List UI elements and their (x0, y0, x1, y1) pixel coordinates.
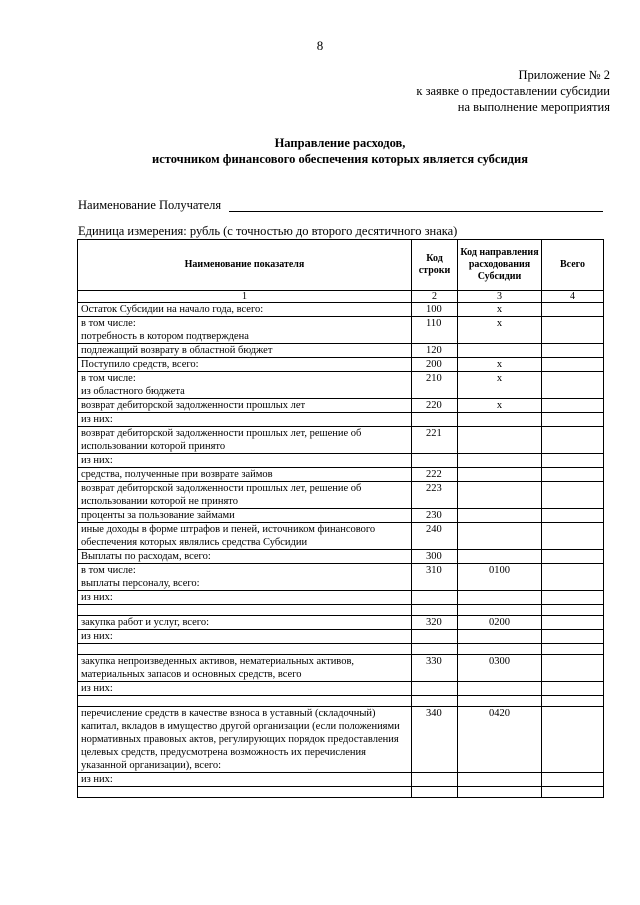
table-row (78, 696, 604, 707)
table-row (78, 605, 604, 616)
row-name-cell: закупка работ и услуг, всего: (78, 616, 412, 630)
row-code-cell: 100 (412, 303, 458, 317)
row-total-cell (542, 773, 604, 787)
table-row (78, 344, 604, 358)
row-total-cell (542, 317, 604, 344)
table-row (78, 550, 604, 564)
row-direction-cell (458, 787, 542, 798)
row-name-cell: возврат дебиторской задолженности прошлых лет, решение об использовании которой не принято (78, 482, 412, 509)
column-number: 3 (458, 291, 542, 303)
expense-table (77, 239, 604, 798)
row-direction-cell (458, 644, 542, 655)
appendix-line-3: на выполнение мероприятия (457, 100, 610, 114)
row-total-cell (542, 509, 604, 523)
row-direction-cell: 0200 (458, 616, 542, 630)
row-name-cell (78, 644, 412, 655)
table-row (78, 482, 604, 509)
row-total-cell (542, 550, 604, 564)
row-code-cell: 110 (412, 317, 458, 344)
row-direction-cell (458, 605, 542, 616)
table-body (78, 303, 604, 798)
table-row (78, 399, 604, 413)
column-number-row (78, 291, 604, 303)
table-row (78, 787, 604, 798)
row-total-cell (542, 372, 604, 399)
row-direction-cell: х (458, 372, 542, 399)
row-code-cell: 300 (412, 550, 458, 564)
row-name-cell: Выплаты по расходам, всего: (78, 550, 412, 564)
row-name-cell: из них: (78, 454, 412, 468)
row-code-cell: 330 (412, 655, 458, 682)
column-number: 1 (78, 291, 412, 303)
row-name-cell (78, 787, 412, 798)
table-row (78, 644, 604, 655)
row-total-cell (542, 682, 604, 696)
recipient-fill-line (229, 211, 603, 212)
row-direction-cell (458, 696, 542, 707)
row-code-cell: 200 (412, 358, 458, 372)
table-row (78, 707, 604, 773)
row-name-cell: в том числе: из областного бюджета (78, 372, 412, 399)
appendix-line-2: к заявке о предоставлении субсидии (416, 84, 610, 98)
row-code-cell (412, 454, 458, 468)
column-number: 4 (542, 291, 604, 303)
table-row (78, 773, 604, 787)
row-total-cell (542, 482, 604, 509)
row-code-cell: 221 (412, 427, 458, 454)
row-total-cell (542, 523, 604, 550)
row-total-cell (542, 303, 604, 317)
row-direction-cell: х (458, 358, 542, 372)
row-code-cell: 230 (412, 509, 458, 523)
row-code-cell (412, 413, 458, 427)
row-total-cell (542, 630, 604, 644)
row-total-cell (542, 454, 604, 468)
row-direction-cell: х (458, 399, 542, 413)
row-name-cell: возврат дебиторской задолженности прошлых лет, решение об использовании которой принято (78, 427, 412, 454)
row-direction-cell (458, 682, 542, 696)
row-name-cell: перечисление средств в качестве взноса в уставный (складочный) капитал, вкладов в имущество другой организации (если положениями нормативных правовых актов, регулирующих порядок предоставления целевых средств, предусмотрена возможность их перечисления указанной организации), всего: (78, 707, 412, 773)
row-direction-cell (458, 630, 542, 644)
row-direction-cell (458, 523, 542, 550)
row-direction-cell: 0300 (458, 655, 542, 682)
row-name-cell: закупка непроизведенных активов, нематериальных активов, материальных запасов и основных средств, всего (78, 655, 412, 682)
table-row (78, 317, 604, 344)
table-row (78, 413, 604, 427)
row-name-cell: средства, полученные при возврате займов (78, 468, 412, 482)
row-direction-cell (458, 591, 542, 605)
table-row (78, 509, 604, 523)
row-code-cell (412, 696, 458, 707)
table-row (78, 523, 604, 550)
row-name-cell: в том числе: потребность в котором подтверждена (78, 317, 412, 344)
row-code-cell (412, 605, 458, 616)
row-total-cell (542, 616, 604, 630)
row-total-cell (542, 696, 604, 707)
row-code-cell: 223 (412, 482, 458, 509)
row-total-cell (542, 344, 604, 358)
table-row (78, 372, 604, 399)
row-name-cell: из них: (78, 413, 412, 427)
row-code-cell (412, 682, 458, 696)
row-total-cell (542, 591, 604, 605)
row-total-cell (542, 468, 604, 482)
row-name-cell: из них: (78, 630, 412, 644)
row-name-cell (78, 605, 412, 616)
row-total-cell (542, 358, 604, 372)
row-total-cell (542, 707, 604, 773)
page-number: 8 (316, 38, 324, 53)
row-direction-cell: 0100 (458, 564, 542, 591)
row-name-cell: Остаток Субсидии на начало года, всего: (78, 303, 412, 317)
row-direction-cell: х (458, 317, 542, 344)
table-row (78, 655, 604, 682)
table-row (78, 468, 604, 482)
row-direction-cell (458, 344, 542, 358)
row-code-cell: 240 (412, 523, 458, 550)
row-name-cell: из них: (78, 591, 412, 605)
row-name-cell: проценты за пользование займами (78, 509, 412, 523)
row-total-cell (542, 655, 604, 682)
header-direction: Код направления расходования Субсидии (458, 240, 542, 291)
row-direction-cell (458, 468, 542, 482)
header-code: Код строки (412, 240, 458, 291)
table-row (78, 616, 604, 630)
column-number: 2 (412, 291, 458, 303)
header-total: Всего (542, 240, 604, 291)
row-total-cell (542, 564, 604, 591)
row-total-cell (542, 644, 604, 655)
row-total-cell (542, 413, 604, 427)
row-direction-cell (458, 454, 542, 468)
row-code-cell (412, 644, 458, 655)
title-line-2: источником финансового обеспечения которых является субсидия (152, 152, 528, 166)
unit-label: Единица измерения: рубль (с точностью до второго десятичного знака) (78, 224, 458, 238)
row-direction-cell (458, 509, 542, 523)
row-name-cell: возврат дебиторской задолженности прошлых лет (78, 399, 412, 413)
row-name-cell: подлежащий возврату в областной бюджет (78, 344, 412, 358)
title-line-1: Направление расходов, (274, 136, 406, 150)
row-direction-cell (458, 413, 542, 427)
header-name: Наименование показателя (78, 240, 412, 291)
row-code-cell (412, 773, 458, 787)
table-row (78, 564, 604, 591)
appendix-header (310, 67, 610, 115)
recipient-label: Наименование Получателя (78, 198, 222, 212)
table-row (78, 591, 604, 605)
row-name-cell: Поступило средств, всего: (78, 358, 412, 372)
appendix-line-1: Приложение № 2 (518, 68, 610, 82)
row-total-cell (542, 399, 604, 413)
row-code-cell (412, 630, 458, 644)
row-code-cell: 210 (412, 372, 458, 399)
row-total-cell (542, 787, 604, 798)
row-name-cell: иные доходы в форме штрафов и пеней, источником финансового обеспечения которых являлись средства Субсидии (78, 523, 412, 550)
table-row (78, 630, 604, 644)
row-direction-cell (458, 482, 542, 509)
table-row (78, 303, 604, 317)
row-direction-cell (458, 773, 542, 787)
row-code-cell (412, 787, 458, 798)
row-direction-cell (458, 427, 542, 454)
row-name-cell: в том числе: выплаты персоналу, всего: (78, 564, 412, 591)
row-code-cell: 120 (412, 344, 458, 358)
row-code-cell: 220 (412, 399, 458, 413)
row-code-cell: 310 (412, 564, 458, 591)
table-row (78, 682, 604, 696)
row-code-cell: 222 (412, 468, 458, 482)
row-name-cell: из них: (78, 682, 412, 696)
table-header-row (78, 240, 604, 291)
row-direction-cell (458, 550, 542, 564)
row-total-cell (542, 427, 604, 454)
row-total-cell (542, 605, 604, 616)
row-name-cell (78, 696, 412, 707)
row-code-cell: 340 (412, 707, 458, 773)
row-direction-cell: х (458, 303, 542, 317)
row-code-cell (412, 591, 458, 605)
table-row (78, 427, 604, 454)
table-row (78, 454, 604, 468)
table-row (78, 358, 604, 372)
row-code-cell: 320 (412, 616, 458, 630)
row-direction-cell: 0420 (458, 707, 542, 773)
document-title (40, 135, 640, 167)
row-name-cell: из них: (78, 773, 412, 787)
